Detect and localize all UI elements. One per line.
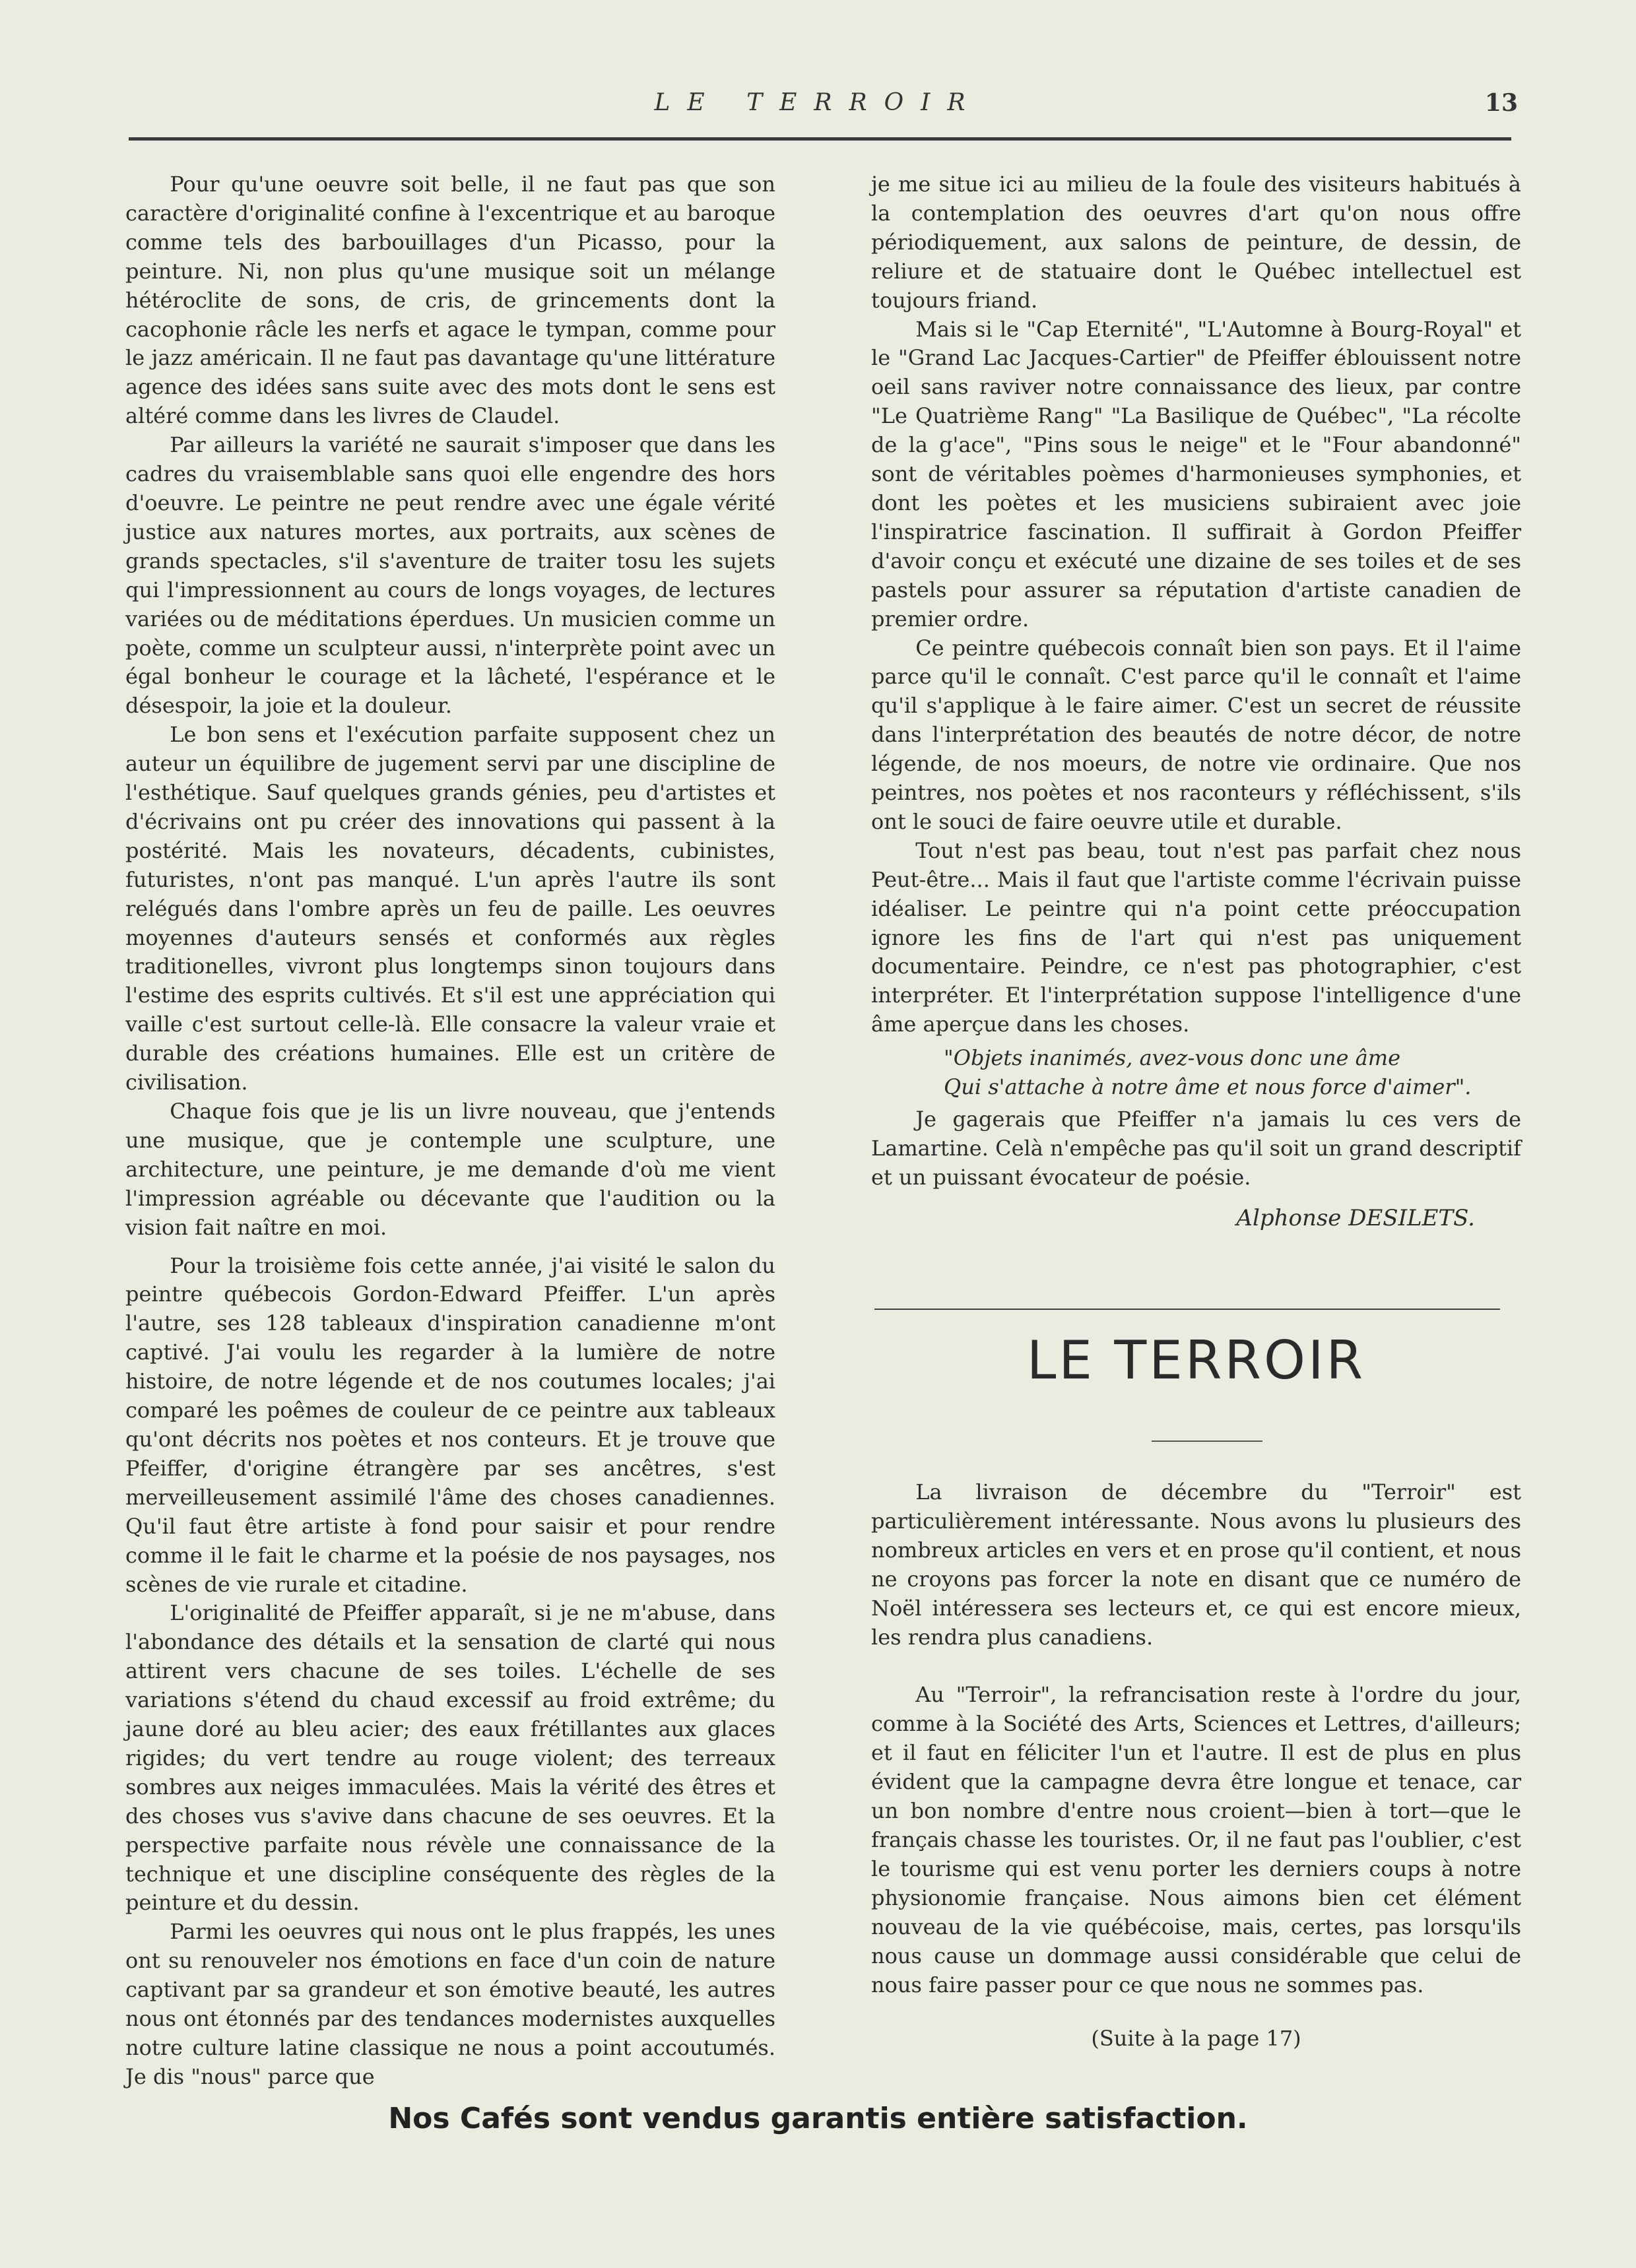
article-paragraph: Ce peintre québecois connaît bien son pays. Et il l'aime parce qu'il le connaît. C'est parce qu'il le connaît et l'aime qu'il s'applique à le faire aimer. C'est un secret de réussite dans l'interprétation des beautés de notre décor, de notre légende, de nos moeurs, de notre vie ordinaire. Que nos peintres, nos poètes et nos raconteurs y réfléchissent, s'ils ont le souci de faire oeuvre utile et durable. [871, 635, 1521, 834]
page-number: 13 [1484, 89, 1518, 117]
article-paragraph: Je gagerais que Pfeiffer n'a jamais lu ces vers de Lamartine. Celà n'empêche pas qu'il soit un grand descriptif et un puissant évocateur de poésie. [871, 1107, 1521, 1190]
article-paragraph: je me situe ici au milieu de la foule des visiteurs habitués à la contemplation des oeuvres d'art qu'on nous offre périodiquement, aux salons de peinture, de dessin, de reliure et de statuaire dont le Québec intellectuel est toujours friand. [871, 172, 1521, 313]
footer-slogan: Nos Cafés sont vendus garantis entière satisfaction. [388, 2102, 1248, 2135]
article-paragraph: Par ailleurs la variété ne saurait s'imposer que dans les cadres du vraisemblable sans quoi elle engendre des hors d'oeuvre. Le peintre ne peut rendre avec une égale vérité justice aux natures mortes, aux portraits, aux scènes de grands spectacles, s'il s'aventure de traiter tosu les sujets qui l'impressionnent au cours de longs voyages, de lectures variées ou de méditations éperdues. Un musicien comme un poète, comme un sculpteur aussi, n'interprète point avec un égal bonheur le courage et la lâcheté, l'espérance et le désespoir, la joie et la douleur. [125, 432, 775, 719]
quote-line: "Objets inanimés, avez-vous donc une âme [944, 1045, 1401, 1071]
article-paragraph: Tout n'est pas beau, tout n'est pas parfait chez nous Peut-être... Mais il faut que l'artiste comme l'écrivain puisse idéaliser. Le peintre qui n'a point cette préoccupation ignore les fins de l'art qui n'est pas uniquement documentaire. Peindre, ce n'est pas photographier, c'est interpréter. Et l'interprétation suppose l'intelligence d'une âme aperçue dans les choses. [871, 837, 1521, 1037]
author-signature: Alphonse DESILETS. [1236, 1204, 1475, 1231]
section-divider [874, 1309, 1500, 1310]
article-left-column [125, 170, 775, 2092]
quote-line: Qui s'attache à notre âme et nous force d'aimer". [944, 1074, 1472, 1100]
poem-quote [871, 1043, 1521, 1101]
article-paragraph: Parmi les oeuvres qui nous ont le plus frappés, les unes ont su renouveler nos émotions en face d'un coin de nature captivant par sa grandeur et son émotive beauté, les autres nous ont étonnés par des tendances modernistes auxquelles notre culture latine classique ne nous a point accoutumés. Je dis "nous" parce que [125, 1919, 775, 2089]
title-underline [1152, 1441, 1262, 1442]
page-header [119, 89, 1518, 129]
article-paragraph: L'originalité de Pfeiffer apparaît, si je ne m'abuse, dans l'abondance des détails et la sensation de clarté qui nous attirent vers chacune de ses toiles. L'échelle de ses variations s'étend du chaud excessif au froid extrême; du jaune doré au bleu acier; des eaux frétillantes aux glaces rigides; du vert tendre au rouge violent; des terreaux sombres aux neiges immaculées. Mais la vérité des êtres et des choses vus s'avive dans chacune de ses oeuvres. Et la perspective parfaite nous révèle une connaissance de la technique et une discipline conséquente des règles de la peinture et du dessin. [125, 1600, 775, 1916]
article-paragraph: Pour la troisième fois cette année, j'ai visité le salon du peintre québecois Gordon-Edward Pfeiffer. L'un après l'autre, ses 128 tableaux d'inspiration canadienne m'ont captivé. J'ai voulu les regarder à la lumière de notre histoire, de notre légende et de nos coutumes locales; j'ai comparé les poêmes de couleur de ce peintre aux tableaux qu'ont décrits nos poètes et nos conteurs. Et je trouve que Pfeiffer, d'origine étrangère par ses ancêtres, s'est merveilleusement assimilé l'âme des choses canadiennes. Qu'il faut être artiste à fond pour saisir et pour rendre comme il le fait le charme et la poésie de nos paysages, nos scènes de vie rurale et citadine. [125, 1252, 775, 1597]
continued-note: (Suite à la page 17) [1091, 2026, 1301, 2052]
notice-paragraph: Au "Terroir", la refrancisation reste à l'ordre du jour, comme à la Société des Arts, Sciences et Lettres, d'ailleurs; et il faut en féliciter l'un et l'autre. Il est de plus en plus évident que la campagne devra être longue et tenace, car un bon nombre d'entre nous croient—bien à tort—que le français chasse les touristes. Or, il ne faut pas l'oublier, c'est le tourisme qui est venu porter les derniers coups à notre physionomie française. Nous aimons bien cet élément nouveau de la vie québécoise, mais, certes, pas lorsqu'ils nous cause un dommage aussi considérable que celui de nous faire passer pour ce que nous ne sommes pas. [871, 1682, 1521, 1997]
article-right-column [871, 170, 1521, 1233]
article-paragraph: Pour qu'une oeuvre soit belle, il ne faut pas que son caractère d'originalité confine à l'excentrique et au baroque comme tels des barbouillages d'un Picasso, pour la peinture. Ni, non plus qu'une musique soit un mélange hétéroclite de sons, de cris, de grincements dont la cacophonie râcle les nerfs et agace le tympan, comme pour le jazz américain. Il ne faut pas davantage qu'une littérature agence des idées sans suite avec des mots dont le sens est altéré comme dans les livres de Claudel. [125, 172, 775, 429]
article-paragraph: Chaque fois que je lis un livre nouveau, que j'entends une musique, que je contemple une sculpture, une architecture, une peinture, je me demande d'où me vient l'impression agréable ou décevante que l'audition ou la vision fait naître en moi. [125, 1099, 775, 1240]
header-rule [129, 137, 1511, 141]
notice-body [871, 1478, 1521, 2054]
notice-title: LE TERROIR [1026, 1330, 1366, 1391]
article-paragraph: Le bon sens et l'exécution parfaite supposent chez un auteur un équilibre de jugement servi par une discipline de l'esthétique. Sauf quelques grands génies, peu d'artistes et d'écrivains ont pu créer des innovations qui passent à la postérité. Mais les novateurs, décadents, cubinistes, futuristes, n'ont pas manqué. L'un après l'autre ils sont relégués dans l'ombre après un feu de paille. Les oeuvres moyennes d'auteurs sensés et conformés aux règles traditionelles, vivront plus longtemps sinon toujours dans l'estime des esprits cultivés. Et s'il est une appréciation qui vaille c'est surtout celle-là. Elle consacre la valeur vraie et durable des créations humaines. Elle est un critère de civilisation. [125, 722, 775, 1095]
notice-paragraph: La livraison de décembre du "Terroir" est particulièrement intéressante. Nous avons lu plusieurs des nombreux articles en vers et en prose qu'il contient, et nous ne croyons pas forcer la note en disant que ce numéro de Noël intéressera ses lecteurs et, ce qui est encore mieux, les rendra plus canadiens. [871, 1479, 1521, 1650]
running-title: LE TERROIR [654, 89, 983, 116]
article-paragraph: Mais si le "Cap Eternité", "L'Automne à Bourg-Royal" et le "Grand Lac Jacques-Cartier" de Pfeiffer éblouissent notre oeil sans raviver notre connaissance des lieux, par contre "Le Quatrième Rang" "La Basilique de Québec", "La récolte de la g'ace", "Pins sous le neige" et le "Four abandonné" sont de véritables poèmes d'harmonieuses symphonies, et dont les poètes et les musiciens subiraient avec joie l'inspiratrice fascination. Il suffirait à Gordon Pfeiffer d'avoir conçu et exécuté une dizaine de ses toiles et de ses pastels pour assurer sa réputation d'artiste canadien de premier ordre. [871, 316, 1521, 632]
